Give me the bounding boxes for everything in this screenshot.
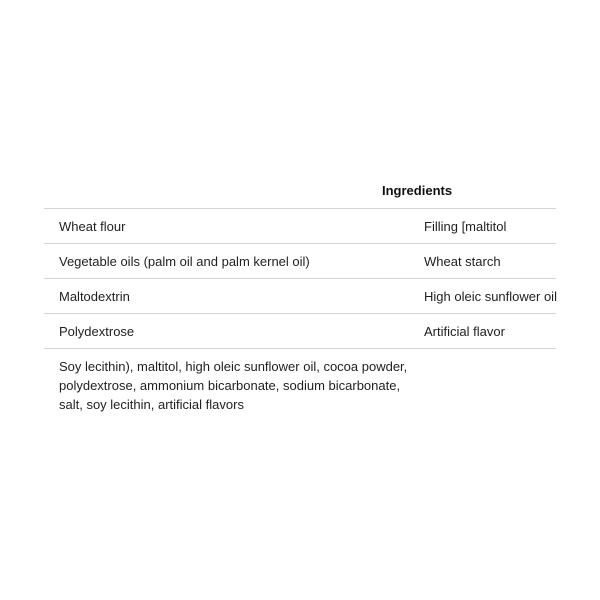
table-header-title: Ingredients <box>382 183 453 198</box>
table-row <box>44 279 556 314</box>
table-cell-right: High oleic sunflower oil <box>424 289 557 304</box>
ingredients-table <box>44 174 556 349</box>
table-cell-left: Maltodextrin <box>59 289 130 304</box>
table-row <box>44 209 556 244</box>
table-header-row <box>44 174 556 209</box>
table-cell-right: Filling [maltitol <box>424 219 507 234</box>
table-row <box>44 244 556 279</box>
ingredients-continuation-text <box>59 357 419 414</box>
table-cell-right: Wheat starch <box>424 254 501 269</box>
footer-line: salt, soy lecithin, artificial flavors <box>59 397 244 412</box>
table-cell-left: Vegetable oils (palm oil and palm kernel oil) <box>59 254 310 269</box>
footer-line: Soy lecithin), maltitol, high oleic sunflower oil, cocoa powder, <box>59 359 408 374</box>
table-cell-left: Polydextrose <box>59 324 135 339</box>
footer-line: polydextrose, ammonium bicarbonate, sodium bicarbonate, <box>59 378 401 393</box>
table-cell-right: Artificial flavor <box>424 324 505 339</box>
table-cell-left: Wheat flour <box>59 219 126 234</box>
table-row <box>44 314 556 349</box>
